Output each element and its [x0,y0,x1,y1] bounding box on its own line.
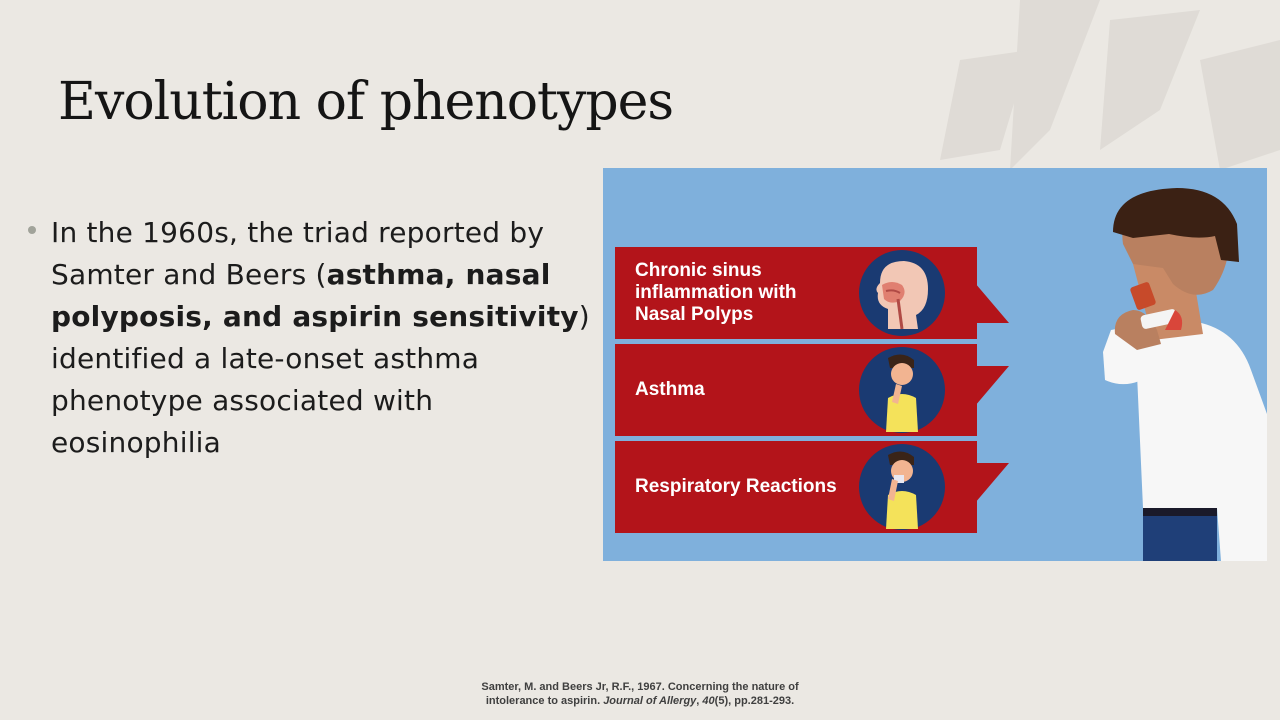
citation [400,680,880,708]
banner-nasal-polyps [615,247,977,339]
bullet-text-conclusion: ) identified a late-onset asthma phenotype associated with eosinophilia [51,300,590,459]
banner-label: Asthma [635,379,705,400]
bullet-text-triad: asthma, nasal polyposis, and aspirin sensitivity [51,258,579,333]
citation-journal: Journal of Allergy [603,695,697,707]
banner-respiratory-reactions [615,441,977,533]
banner-pointer [975,283,1011,327]
citation-volume: 40 [702,695,715,707]
citation-title-end: intolerance to aspirin. [485,695,604,707]
banner-pointer [975,463,1011,507]
man-using-inhaler [1093,184,1267,561]
citation-line-1: Samter, M. and Beers Jr, R.F., 1967. Concerning the nature of [481,681,799,693]
banner-asthma [615,344,977,436]
triad-illustration [603,168,1267,561]
bullet-marker [28,226,36,234]
slide-title: Evolution of phenotypes [58,72,674,132]
banner-label: Chronic sinus inflammation with Nasal Polyps [635,260,797,325]
banner-label: Respiratory Reactions [635,476,837,497]
banner-pointer [975,366,1011,410]
citation-separator: , [696,695,703,707]
inhaler-boy-icon [858,443,946,531]
bullet-text-intro: In the 1960s, the triad reported by Samter and Beers ( [51,216,545,291]
citation-issue-pages: (5), pp.281-293. [714,695,795,707]
nasal-anatomy-icon [858,249,946,337]
bullet-text [51,212,591,464]
coughing-boy-icon [858,346,946,434]
citation-line-2 [400,694,880,708]
